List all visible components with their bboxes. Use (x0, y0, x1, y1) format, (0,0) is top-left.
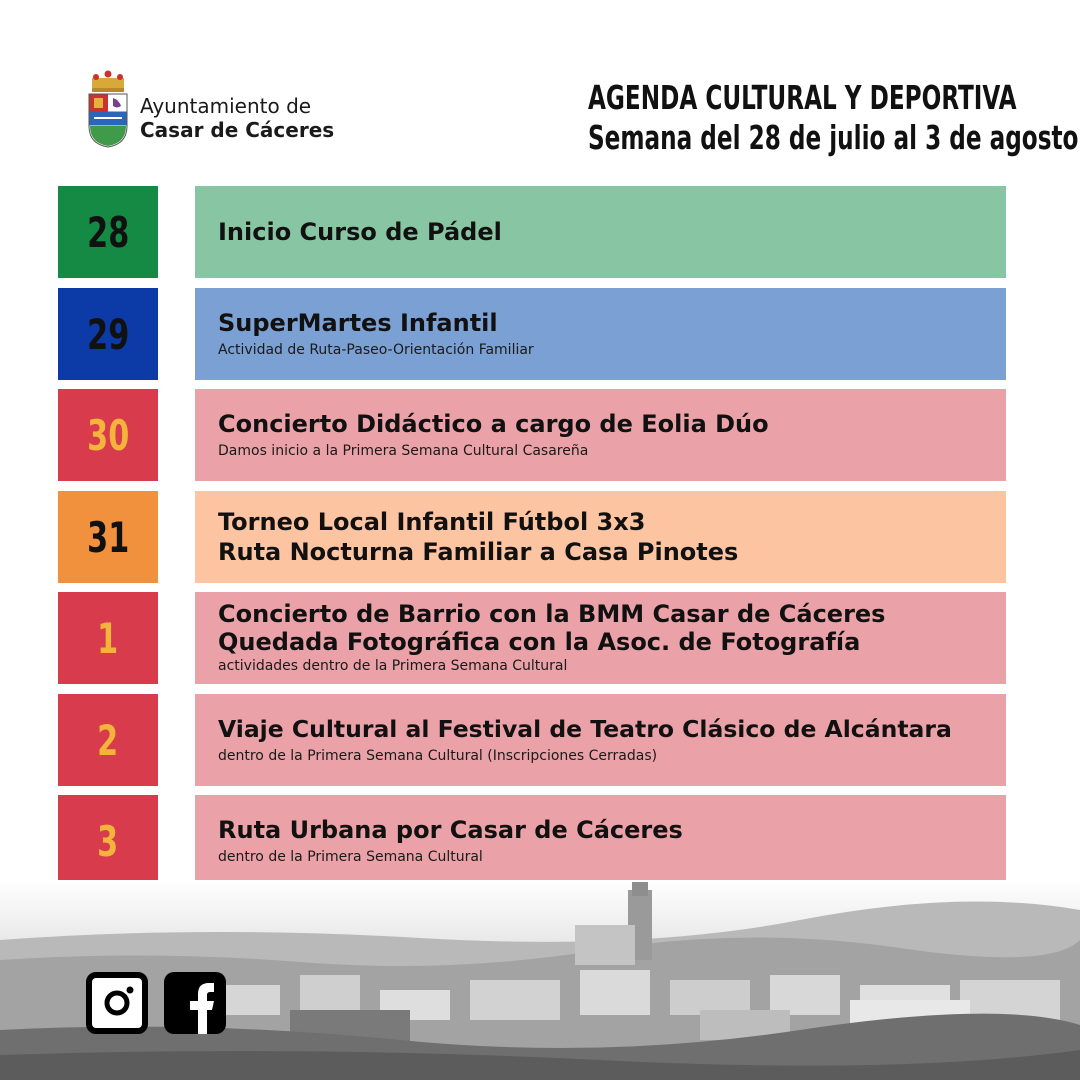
town-landscape-image (0, 880, 1080, 1080)
agenda-row (0, 491, 1080, 583)
agenda-row (0, 592, 1080, 684)
day-number: 3 (97, 816, 119, 866)
day-badge (58, 389, 158, 481)
event-title-secondary: Quedada Fotográfica con la Asoc. de Fotografía (218, 628, 861, 656)
instagram-icon[interactable] (86, 972, 148, 1034)
event-title: Concierto de Barrio con la BMM Casar de Cáceres (218, 600, 886, 628)
event-subtitle: actividades dentro de la Primera Semana Cultural (218, 658, 568, 674)
coat-of-arms-logo (86, 70, 130, 148)
day-badge (58, 795, 158, 887)
agenda-row (0, 186, 1080, 278)
event-title: Concierto Didáctico a cargo de Eolia Dúo (218, 410, 769, 438)
event-card (195, 795, 1006, 887)
day-number: 30 (86, 410, 130, 460)
instagram-glyph (92, 978, 142, 1028)
event-subtitle: dentro de la Primera Semana Cultural (Inscripciones Cerradas) (218, 748, 658, 764)
agenda-row (0, 288, 1080, 380)
day-badge (58, 288, 158, 380)
title-line1: AGENDA CULTURAL Y DEPORTIVA (588, 78, 1017, 117)
event-title: Inicio Curso de Pádel (218, 218, 502, 246)
day-badge (58, 491, 158, 583)
event-title-secondary: Ruta Nocturna Familiar a Casa Pinotes (218, 538, 739, 566)
event-title: SuperMartes Infantil (218, 309, 498, 337)
agenda-row (0, 694, 1080, 786)
day-number: 31 (86, 512, 130, 562)
event-title: Ruta Urbana por Casar de Cáceres (218, 816, 683, 844)
facebook-glyph (164, 972, 226, 1034)
day-badge (58, 186, 158, 278)
event-subtitle: dentro de la Primera Semana Cultural (218, 849, 483, 865)
day-number: 1 (97, 613, 119, 663)
org-name-line2: Casar de Cáceres (140, 118, 335, 142)
event-card (195, 288, 1006, 380)
title-line2: Semana del 28 de julio al 3 de agosto (588, 118, 1079, 157)
event-card (195, 389, 1006, 481)
org-name-line1: Ayuntamiento de (140, 94, 312, 118)
day-badge (58, 694, 158, 786)
day-number: 29 (86, 309, 130, 359)
day-number: 2 (97, 715, 119, 765)
organization-name (140, 94, 334, 142)
page-title (588, 78, 1079, 158)
event-card (195, 592, 1006, 684)
facebook-icon[interactable] (164, 972, 226, 1034)
day-number: 28 (86, 207, 130, 257)
day-badge (58, 592, 158, 684)
event-card (195, 491, 1006, 583)
agenda-row (0, 795, 1080, 887)
agenda-row (0, 389, 1080, 481)
event-subtitle: Actividad de Ruta-Paseo-Orientación Familiar (218, 342, 534, 358)
event-subtitle: Damos inicio a la Primera Semana Cultural Casareña (218, 443, 589, 459)
event-card (195, 694, 1006, 786)
event-card (195, 186, 1006, 278)
event-title: Torneo Local Infantil Fútbol 3x3 (218, 508, 646, 536)
event-title: Viaje Cultural al Festival de Teatro Clásico de Alcántara (218, 715, 952, 743)
